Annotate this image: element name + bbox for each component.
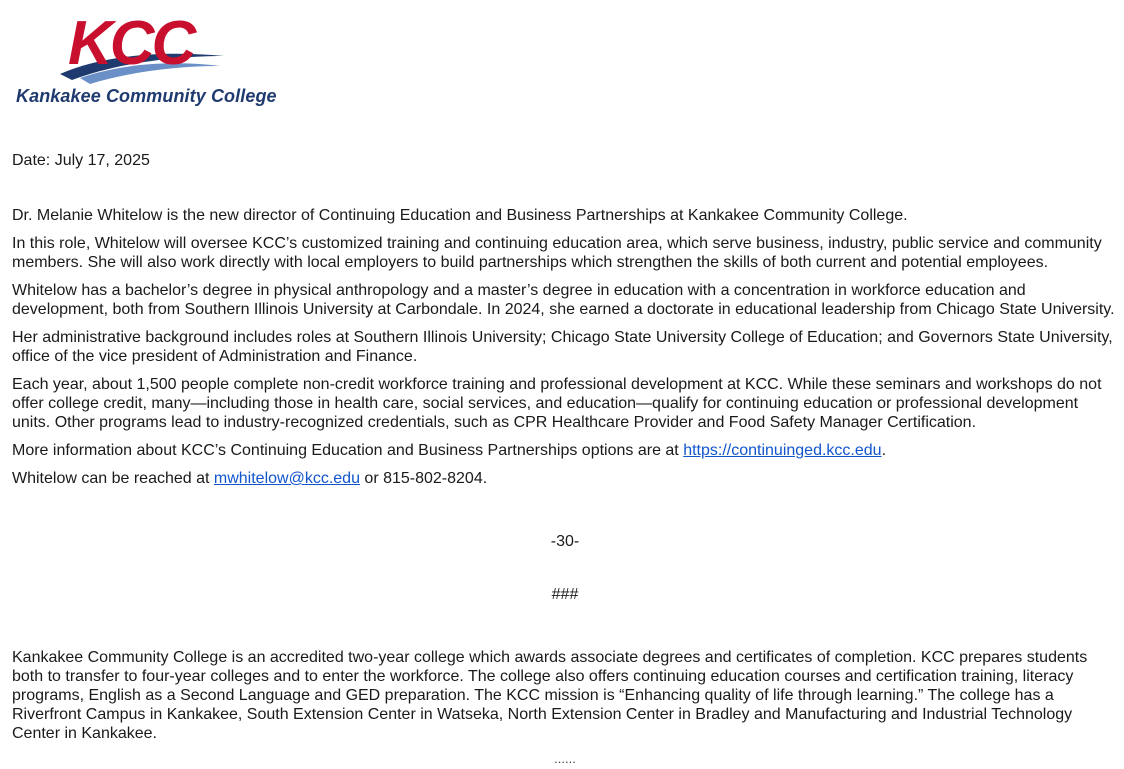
contact-text: Whitelow can be reached at [12,470,214,487]
paragraph-training-stats: Each year, about 1,500 people complete non-credit workforce training and professional development at KCC. While these seminars and workshops do not offer college credit, many—including those in health care, social services, and education—qualify for continuing education or professional development units. Other programs lead to industry-recognized credentials, such as CPR Healthcare Provider and Food Safety Manager Certification. [12,376,1102,431]
kcc-logo-acronym: KCC [68,9,194,78]
kcc-logo-graphic [10,6,280,86]
release-date: Date: July 17, 2025 [12,152,150,169]
boilerplate-paragraph: Kankakee Community College is an accredited two-year college which awards associate degrees and certificates of completion. KCC prepares students both to transfer to four-year colleges and to enter the workforce. The college also offers continuing education courses and certification training, literacy programs, English as a Second Language and GED preparation. The KCC mission is “Enhancing quality of life through learning.” The college has a Riverfront Campus in Kankakee, South Extension Center in Watseka, North Extension Center in Bradley and Manufacturing and Industrial Technology Center in Kankakee. [12,649,1088,742]
email-link[interactable]: mwhitelow@kcc.edu [213,470,360,487]
press-release-body [12,151,1118,765]
paragraph-contact [12,469,1118,488]
paragraph-role: In this role, Whitelow will oversee KCC’s customized training and continuing education area, which serve business, industry, public service and community members. She will also work directly with local employers to build partnerships which strengthen the skills of both current and potential employees. [12,235,1102,271]
paragraph-education: Whitelow has a bachelor’s degree in physical anthropology and a master’s degree in education with a concentration in workforce education and development, both from Southern Illinois University at Carbondale. In 2024, she earned a doctorate in educational leadership from Chicago State University. [12,282,1115,318]
kcc-logo-name: Kankakee Community College [16,86,277,106]
more-info-period: . [881,442,887,459]
contact-phone: or 815-802-8204. [359,470,488,487]
end-mark: -30- [550,533,580,550]
kcc-logo [10,6,280,112]
more-info-text: More information about KCC’s Continuing Education and Business Partnerships options are at [12,442,684,459]
hash-mark: ### [551,586,579,603]
paragraph-more-info [12,441,1118,460]
paragraph-announcement: Dr. Melanie Whitelow is the new director of Continuing Education and Business Partnerships at Kankakee Community College. [12,207,908,224]
continuing-ed-link[interactable]: https://continuinged.kcc.edu [683,442,882,459]
paragraph-background: Her administrative background includes roles at Southern Illinois University; Chicago State University College of Education; and Governors State University, office of the vice president of Administration and Finance. [12,329,1113,365]
trailing-dots: ...... [554,751,576,766]
